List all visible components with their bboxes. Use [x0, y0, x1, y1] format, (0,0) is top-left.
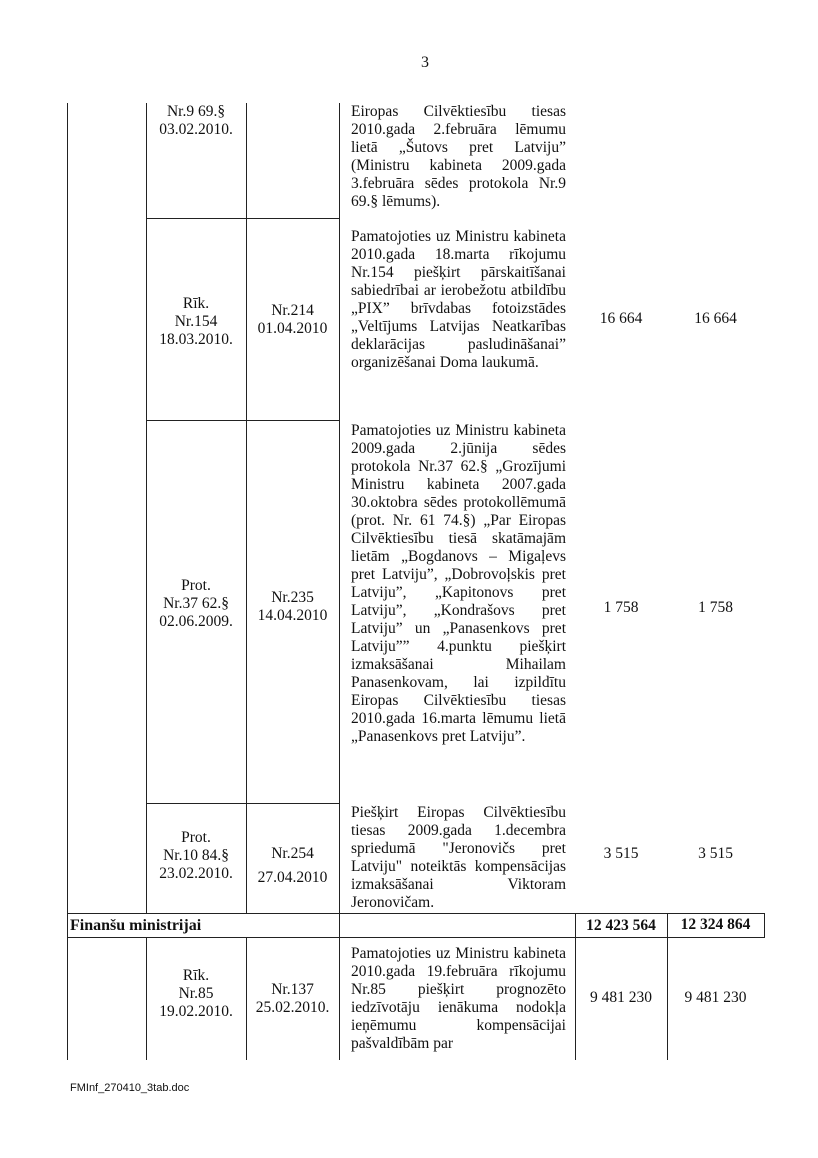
table-col-divider-3 [339, 103, 340, 1060]
cell-line: Nr.137 [271, 981, 314, 998]
table-cell-number [246, 981, 339, 1017]
cell-line: Nr.10 84.§ [163, 847, 229, 864]
table-cell-document [146, 295, 246, 349]
table-right-border [764, 914, 765, 937]
row-divider [146, 420, 339, 421]
cell-line: Nr.154 [174, 313, 218, 330]
table-cell-number [246, 302, 339, 338]
cell-line: Rīk. [182, 295, 210, 312]
cell-line: Prot. [181, 829, 211, 846]
table-cell-amount-1: 1 758 [603, 599, 639, 616]
table-cell-description: Pamatojoties uz Ministru kabineta 2010.gada 18.marta rīkojumu Nr.154 piešķirt pārskaitīšanai sabiedrībai ar ierobežotu atbildību „PIX” brīvdabas fotoizstādes „Veltījums Latvijas Neatkarības deklarācijas pasludināšanai” organizēšanai Doma laukumā. [351, 228, 566, 371]
cell-line: 01.04.2010 [257, 320, 328, 337]
cell-line: 25.02.2010. [255, 999, 330, 1016]
table-col-divider-4 [575, 914, 576, 1060]
cell-line: Nr.254 [271, 845, 314, 862]
table-cell-document [146, 577, 246, 631]
row-divider [146, 803, 339, 804]
table-col-divider-1 [146, 103, 147, 913]
table-cell-amount-2: 9 481 230 [684, 989, 747, 1006]
row-divider [146, 218, 339, 219]
table-cell-document [146, 103, 246, 139]
row-divider [67, 937, 765, 938]
cell-line: Nr.37 62.§ [163, 595, 229, 612]
cell-line: Prot. [181, 577, 211, 594]
table-cell-number [246, 589, 339, 625]
page-number: 3 [421, 54, 429, 71]
table-col-divider-2 [246, 103, 247, 913]
table-col-divider-5 [667, 914, 668, 1060]
ministry-amount-1: 12 423 564 [586, 917, 656, 934]
cell-line: Nr.235 [271, 589, 314, 606]
cell-line: 03.02.2010. [159, 121, 233, 138]
cell-line: Nr.214 [271, 302, 314, 319]
table-cell-description: Piešķirt Eiropas Cilvēktiesību tiesas 2009.gada 1.decembra spriedumā "Jeronovičs pret Latviju" noteiktās kompensācijas izmaksāšanai Viktoram Jeronovičam. [351, 804, 566, 911]
table-cell-amount-2: 1 758 [698, 599, 733, 616]
table-cell-amount-1: 9 481 230 [590, 989, 652, 1006]
table-cell-document [146, 829, 246, 883]
ministry-label: Finanšu ministrijai [70, 917, 202, 934]
cell-line: Nr.85 [178, 985, 214, 1002]
cell-line: 19.02.2010. [159, 1003, 233, 1020]
table-cell-amount-2: 3 515 [698, 845, 733, 862]
cell-line: 23.02.2010. [159, 865, 233, 882]
footer-filename: FMInf_270410_3tab.doc [70, 1082, 190, 1094]
table-cell-description: Pamatojoties uz Ministru kabineta 2009.gada 2.jūnija sēdes protokola Nr.37 62.§ „Grozījumi Ministru kabineta 2007.gada 30.oktobra sēdes protokollēmumā (prot. Nr. 61 74.§) „Par Eiropas Cilvēktiesību tiesā skatāmajām lietām „Bogdanovs – Migaļevs pret Latviju”, „Dobrovoļskis pret Latviju”, „Kapitonovs pret Latviju”, „Kondrašovs pret Latviju” un „Panasenkovs pret Latviju”” 4.punktu piešķirt izmaksāšanai Mihailam Panasenkovam, lai izpildītu Eiropas Cilvēktiesību tiesas 2010.gada 16.marta lēmumu lietā „Panasenkovs pret Latviju”. [351, 422, 566, 745]
table-cell-document [146, 967, 246, 1021]
cell-line: 18.03.2010. [159, 331, 233, 348]
cell-line: Nr.9 69.§ [166, 103, 226, 120]
table-cell-description: Eiropas Cilvēktiesību tiesas 2010.gada 2.februāra lēmumu lietā „Šutovs pret Latviju” (Ministru kabineta 2009.gada 3.februāra sēdes protokola Nr.9 69.§ lēmums). [351, 103, 566, 210]
cell-line: 02.06.2009. [159, 613, 233, 630]
table-cell-description: Pamatojoties uz Ministru kabineta 2010.gada 19.februāra rīkojumu Nr.85 piešķirt prognozēto iedzīvotāju ienākuma nodokļa ieņēmumu kompensācijai pašvaldībām par [351, 945, 566, 1052]
table-left-border [67, 103, 68, 1060]
table-cell-amount-1: 3 515 [603, 845, 639, 862]
row-divider [67, 913, 765, 914]
table-cell-amount-2: 16 664 [694, 310, 737, 327]
ministry-amount-2: 12 324 864 [680, 916, 751, 933]
table-cell-number [246, 845, 339, 887]
cell-line: Rīk. [182, 967, 210, 984]
cell-line: 27.04.2010 [257, 869, 328, 886]
table-cell-amount-1: 16 664 [599, 310, 643, 327]
cell-line: 14.04.2010 [257, 607, 328, 624]
